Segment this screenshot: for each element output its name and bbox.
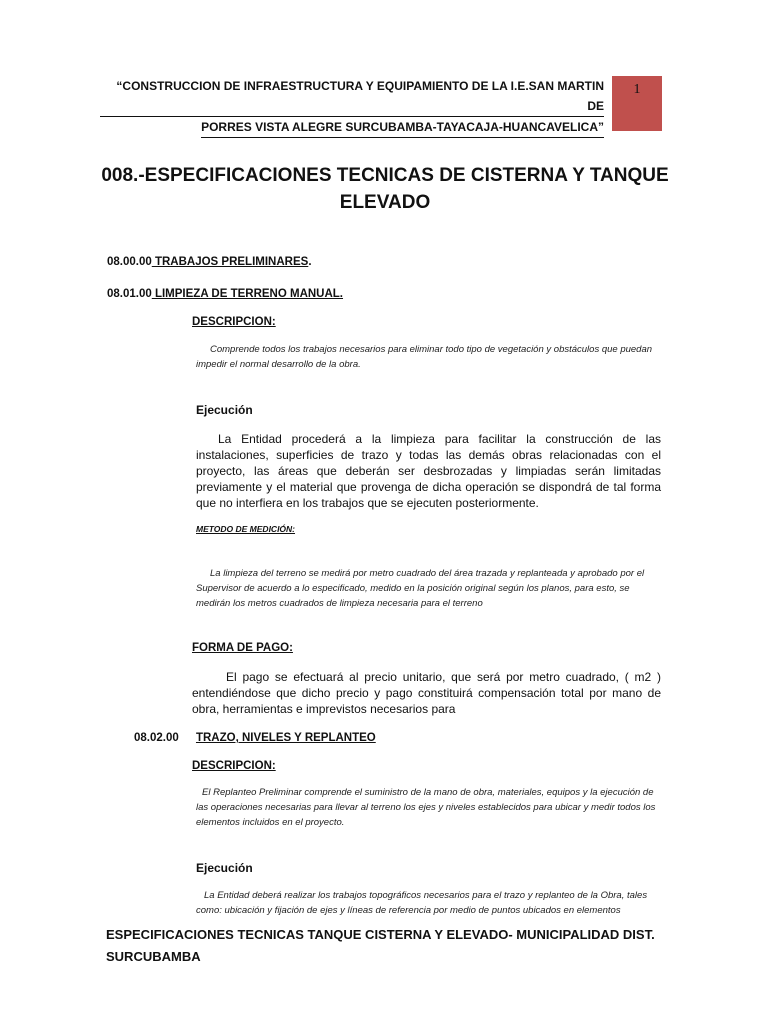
section-title: TRABAJOS PRELIMINARES [151, 256, 309, 268]
descripcion-text: Comprende todos los trabajos necesarios para eliminar todo tipo de vegetación y obstáculos que puedan impedir el normal desarrollo de la obra. [196, 344, 653, 370]
page-number-box [612, 76, 662, 131]
header-line-2: PORRES VISTA ALEGRE SURCUBAMBA-TAYACAJA-HUANCAVELICA” [201, 117, 604, 138]
metodo-label: METODO DE MEDICIÓN: [196, 524, 296, 534]
header-line-1: “CONSTRUCCION DE INFRAESTRUCTURA Y EQUIPAMIENTO DE LA I.E.SAN MARTIN DE [100, 76, 604, 117]
descripcion-label: DESCRIPCION: [192, 316, 276, 328]
section-08-02-00 [134, 732, 376, 744]
footer-line-1: ESPECIFICACIONES TECNICAS TANQUE CISTERNA Y ELEVADO- MUNICIPALIDAD DIST. [106, 927, 655, 942]
section-code: 08.00.00 [107, 256, 152, 268]
ejecucion-label: Ejecución [196, 861, 253, 875]
document-title: 008.-ESPECIFICACIONES TECNICAS DE CISTERNA Y TANQUE ELEVADO [101, 165, 669, 213]
section-title: LIMPIEZA DE TERRENO MANUAL. [151, 288, 344, 300]
forma-de-pago-label: FORMA DE PAGO: [192, 642, 293, 654]
section-code: 08.01.00 [107, 288, 152, 300]
section-title-tail: . [308, 256, 312, 268]
running-footer [106, 924, 666, 968]
descripcion-text: El Replanteo Preliminar comprende el suministro de la mano de obra, materiales, equipos y la ejecución de las operaciones necesarias para llevar al terreno los ejes y niveles establecidos para ubicar y medir todos los elementos incluidos en el proyecto. [196, 787, 656, 828]
descripcion-label: DESCRIPCION: [192, 760, 276, 772]
section-08-00-00 [107, 256, 312, 268]
ejecucion-label: Ejecución [196, 403, 253, 417]
page-number: 1 [633, 82, 641, 97]
ejecucion-text: La Entidad deberá realizar los trabajos topográficos necesarios para el trazo y replanteo de la Obra, tales como: ubicación y fijación de ejes y líneas de referencia por medio de puntos ubicados en elementos [196, 890, 648, 916]
metodo-text: La limpieza del terreno se medirá por metro cuadrado del área trazada y replanteada y aprobado por el Supervisor de acuerdo a lo especificado, medido en la posición original según los planos, para esto, se medirán los metros cuadrados de limpieza necesaria para el terreno [196, 568, 645, 609]
running-header [100, 76, 604, 138]
footer-line-2: SURCUBAMBA [106, 949, 201, 964]
forma-de-pago-text: El pago se efectuará al precio unitario, que será por metro cuadrado, ( m2 ) entendiéndose que dicho precio y pago constituirá compensación total por mano de obra, herramientas e imprevistos necesarios para [192, 670, 661, 716]
ejecucion-text: La Entidad procederá a la limpieza para facilitar la construcción de las instalaciones, superficies de trazo y todas las demás obras relacionadas con el proyecto, las áreas que deberán ser desbrozadas y limpiadas serán limitadas previamente y el material que provenga de dicha operación se dispondrá de tal forma que no interfiera en los trabajos que se ejecuten posteriormente. [196, 432, 661, 510]
section-08-01-00 [107, 288, 343, 300]
section-code: 08.02.00 [134, 732, 179, 744]
section-title: TRAZO, NIVELES Y REPLANTEO [195, 732, 376, 744]
